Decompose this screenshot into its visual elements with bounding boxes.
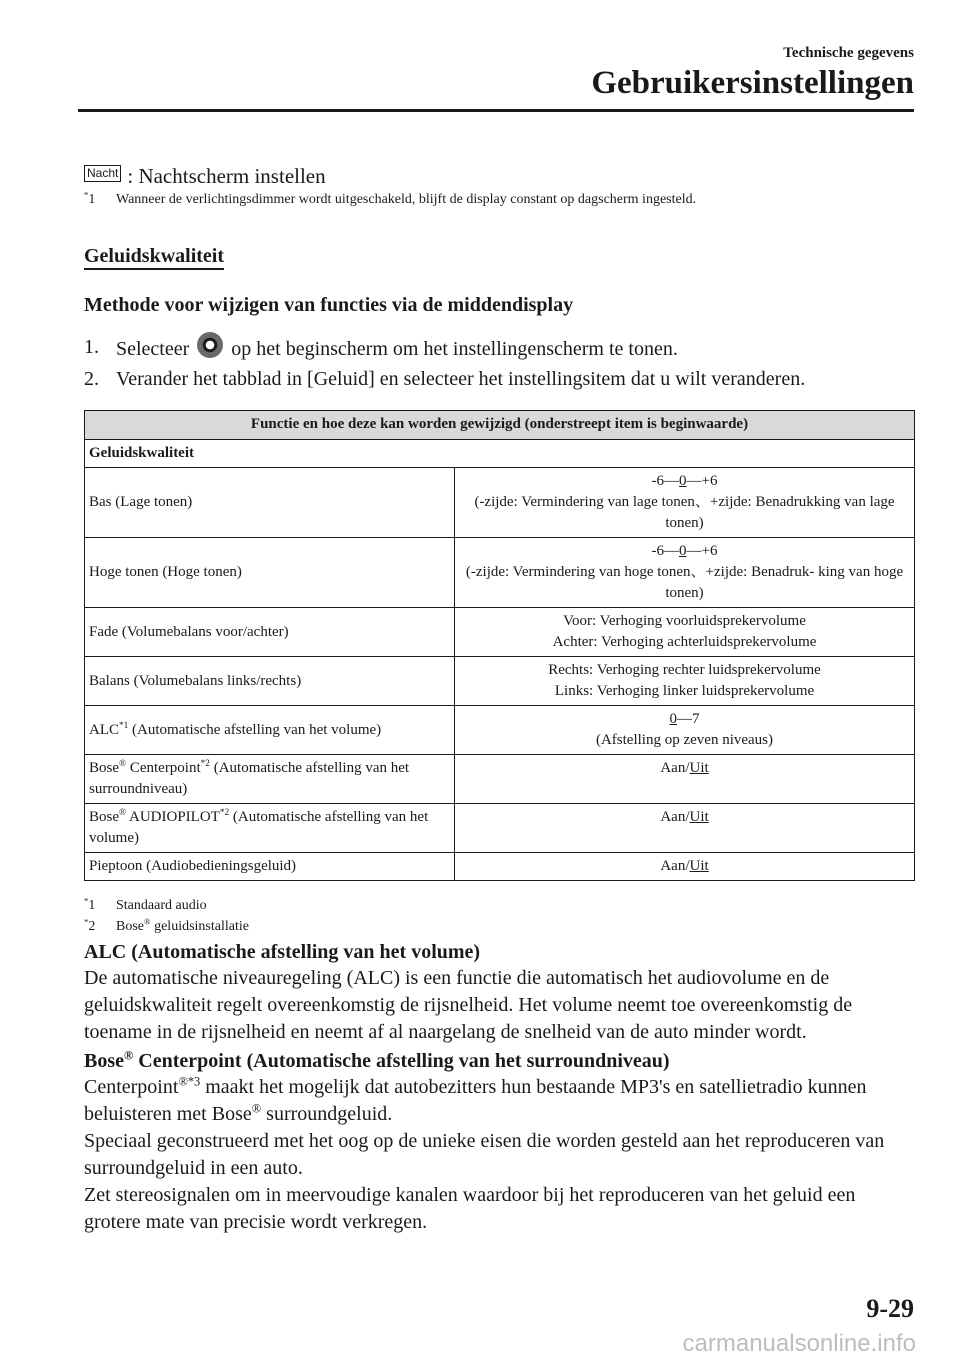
step-text: Selecteer	[116, 338, 190, 360]
nacht-text: : Nachtscherm instellen	[127, 164, 326, 188]
function-cell: Bose® AUDIOPILOT$^{*2}$ (Automatische afstelling van het volume)	[85, 804, 455, 853]
value-cell: -6—0—+6 (-zijde: Vermindering van lage tonen、+zijde: Benadrukking van lage tonen)	[455, 468, 915, 538]
nacht-line	[84, 162, 916, 190]
step-text: Verander het tabblad in [Geluid] en selecteer het instellingsitem dat u wilt veranderen.	[116, 368, 806, 390]
table-row	[85, 706, 915, 755]
function-cell: Bas (Lage tonen)	[85, 468, 455, 538]
chapter-title: Gebruikersinstellingen	[591, 65, 914, 101]
step-2	[84, 364, 916, 394]
page-content	[84, 162, 916, 1236]
footnote-dimmer	[84, 190, 916, 210]
alc-heading: ALC (Automatische afstelling van het volume)	[84, 941, 481, 963]
table-row	[85, 608, 915, 657]
step-text: op het beginscherm om het instellingenscherm te tonen.	[231, 338, 678, 360]
value-cell: -6—0—+6 (-zijde: Vermindering van hoge tonen、+zijde: Benadruk- king van hoge tonen)	[455, 538, 915, 608]
settings-gear-icon	[197, 332, 223, 358]
table-footnotes	[84, 895, 916, 937]
table-row	[85, 755, 915, 804]
value-cell: Aan/Uit	[455, 755, 915, 804]
function-cell: Bose® Centerpoint$^{*2}$ (Automatische afstelling van het surroundniveau)	[85, 755, 455, 804]
centerpoint-paragraph-3: Zet stereosignalen om in meervoudige kanalen waardoor bij het reproduceren van het geluid een grotere mate van precisie wordt verkregen.	[84, 1184, 856, 1233]
table-header: Functie en hoe deze kan worden gewijzigd (onderstreept item is beginwaarde)	[85, 411, 915, 440]
value-cell: Aan/Uit	[455, 804, 915, 853]
footnote-mark: *	[84, 189, 89, 200]
table-category: Geluidskwaliteit	[85, 440, 915, 468]
centerpoint-paragraph-2: Speciaal geconstrueerd met het oog op de unieke eisen die worden gesteld aan het reproduceren van surroundgeluid in een auto.	[84, 1130, 885, 1179]
page-number: 9-29	[866, 1294, 914, 1323]
step-1	[84, 332, 916, 364]
function-cell: Hoge tonen (Hoge tonen)	[85, 538, 455, 608]
function-cell: ALC$^{*1}$ (Automatische afstelling van het volume)	[85, 706, 455, 755]
table-row	[85, 853, 915, 881]
step-number: 1.	[84, 336, 99, 358]
step-number: 2.	[84, 368, 99, 390]
section-title: Technische gegevens	[783, 45, 914, 61]
table-row	[85, 538, 915, 608]
value-cell: Aan/Uit	[455, 853, 915, 881]
alc-paragraph: De automatische niveauregeling (ALC) is een functie die automatisch het audiovolume en de geluidskwaliteit regelt overeenkomstig de rijsnelheid. Het volume neemt toe overeenkomstig de toename in de rijsnelheid en neemt af al naargelang de snelheid van de auto minder wordt.	[84, 967, 853, 1043]
centerpoint-heading: Bose® Centerpoint (Automatische afstelling van het surroundniveau)	[84, 1048, 670, 1072]
centerpoint-paragraph-1: Centerpoint$^{®*3}$ maakt het mogelijk dat autobezitters hun bestaande MP3's en satellietradio kunnen beluisteren met Bose® surroundgeluid.	[84, 1074, 867, 1125]
nacht-badge: Nacht	[84, 165, 121, 182]
function-cell: Balans (Volumebalans links/rechts)	[85, 657, 455, 706]
function-cell: Pieptoon (Audiobedieningsgeluid)	[85, 853, 455, 881]
value-cell: Voor: Verhoging voorluidsprekervolume Achter: Verhoging achterluidsprekervolume	[455, 608, 915, 657]
heading-method: Methode voor wijzigen van functies via de middendisplay	[84, 294, 574, 316]
footnote: *2 Bose® geluidsinstallatie	[84, 916, 249, 934]
value-cell: Rechts: Verhoging rechter luidsprekervolume Links: Verhoging linker luidsprekervolume	[455, 657, 915, 706]
steps-list	[84, 332, 916, 394]
footnote-text: Wanneer de verlichtingsdimmer wordt uitgeschakeld, blijft de display constant op dagscherm ingesteld.	[116, 192, 697, 207]
function-cell: Fade (Volumebalans voor/achter)	[85, 608, 455, 657]
footnote-num: 1	[88, 192, 96, 207]
page-header	[314, 44, 914, 102]
table-row	[85, 468, 915, 538]
sound-settings-table	[84, 410, 915, 881]
table-row	[85, 657, 915, 706]
value-cell: 0—7 (Afstelling op zeven niveaus)	[455, 706, 915, 755]
heading-sound-quality: Geluidskwaliteit	[84, 244, 224, 270]
watermark: carmanualsonline.info	[682, 1330, 916, 1357]
header-rule	[78, 109, 914, 112]
table-row	[85, 804, 915, 853]
footnote: *1 Standaard audio	[84, 895, 207, 913]
